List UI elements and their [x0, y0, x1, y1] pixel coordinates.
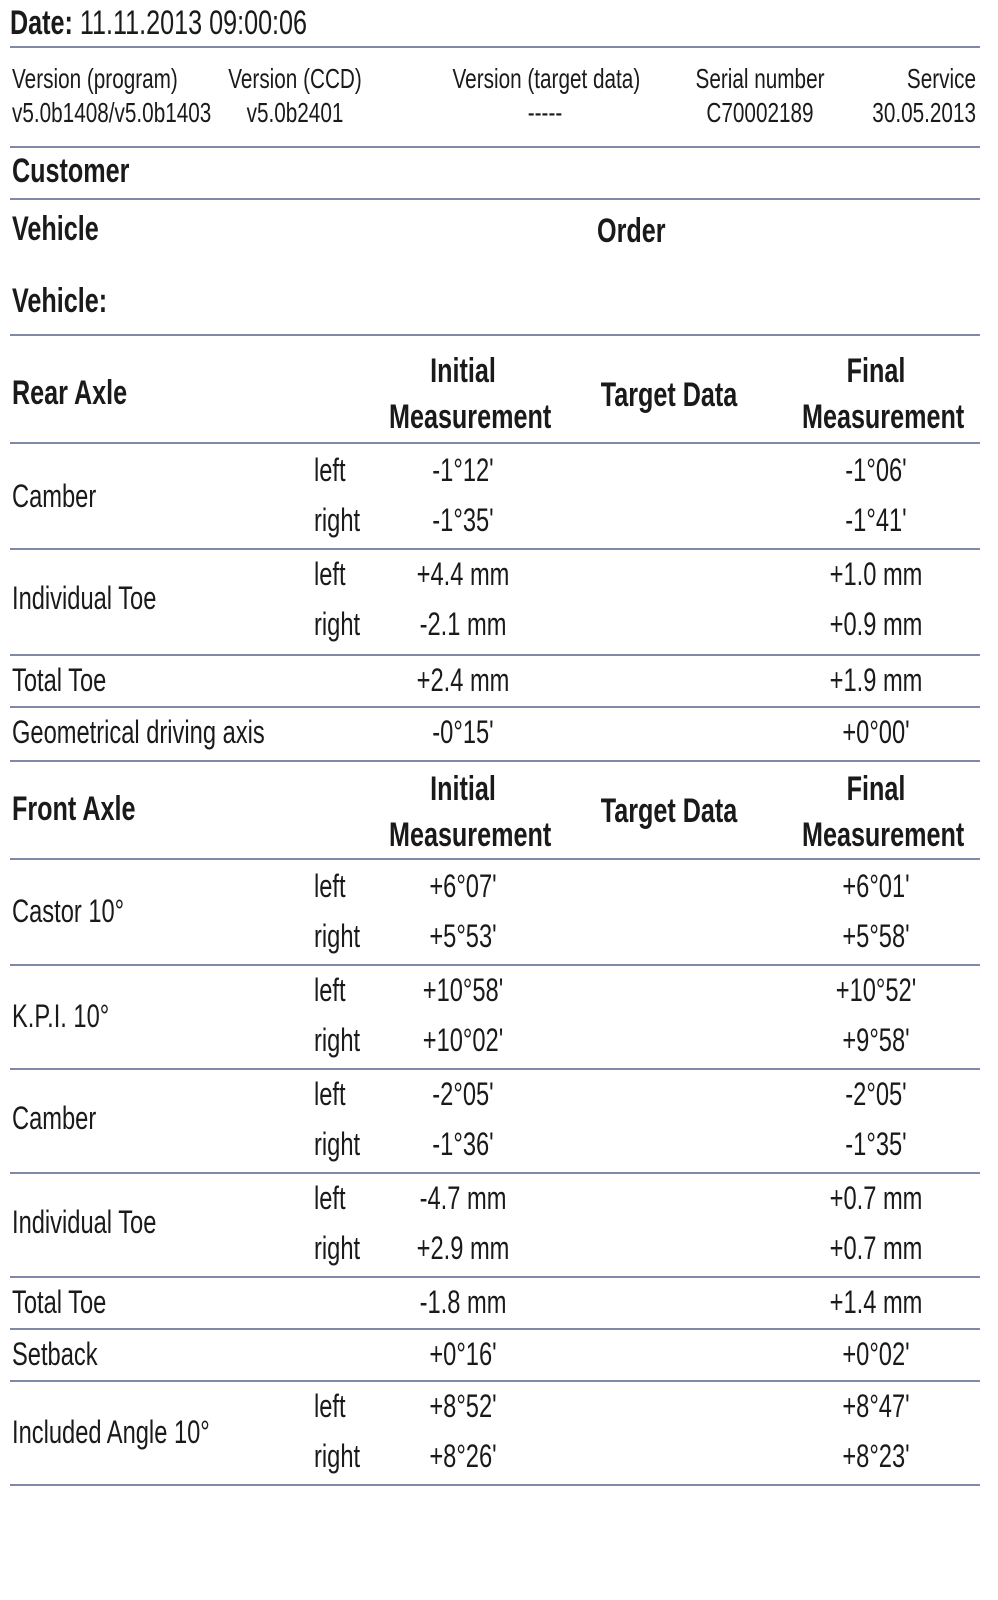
rear-toe-initial-left: [363, 556, 563, 593]
value-text: +10°52': [835, 972, 917, 1008]
value-text: +2.4 mm: [416, 662, 510, 698]
version-program-value: v5.0b1408/v5.0b1403: [12, 97, 212, 128]
side-right: right: [314, 1126, 361, 1162]
divider: [10, 334, 980, 336]
divider: [10, 548, 980, 550]
service-label: Service: [906, 63, 976, 94]
geo-axis-initial: [363, 714, 563, 751]
castor-initial-right: [363, 918, 563, 955]
castor-label: Castor 10°: [12, 893, 125, 929]
side-right: right: [314, 502, 361, 538]
value-text: -1.8 mm: [419, 1284, 507, 1320]
castor-final-right: [776, 918, 976, 955]
included-angle-initial-right: [363, 1438, 563, 1475]
initial-header-line2: Measurement: [389, 398, 552, 436]
value-text: +4.4 mm: [416, 556, 510, 592]
rear-camber-label: Camber: [12, 478, 97, 514]
setback-initial: [363, 1336, 563, 1373]
divider: [10, 706, 980, 708]
side-left: left: [314, 452, 346, 488]
initial-header-line1: Initial: [430, 770, 496, 808]
divider: [10, 1172, 980, 1174]
included-angle-final-left: [776, 1388, 976, 1425]
front-axle-title: Front Axle: [12, 790, 136, 828]
rear-toe-final-right: [776, 606, 976, 643]
side-right: right: [314, 606, 361, 642]
value-text: -1°06': [845, 452, 907, 488]
version-ccd-value: v5.0b2401: [246, 97, 344, 128]
service-value: 30.05.2013: [872, 97, 976, 128]
side-right: right: [314, 1438, 361, 1474]
value-text: +5°53': [429, 918, 497, 954]
order-heading: Order: [597, 212, 666, 250]
kpi-final-right: [776, 1022, 976, 1059]
version-target-label: Version (target data): [452, 63, 641, 94]
divider: [10, 1484, 980, 1486]
final-header-line1: Final: [846, 352, 906, 390]
front-camber-final-right: [776, 1126, 976, 1163]
rear-total-toe-initial: [363, 662, 563, 699]
version-target-value: -----: [527, 97, 563, 128]
value-text: +8°23': [842, 1438, 910, 1474]
setback-final: [776, 1336, 976, 1373]
value-text: -1°35': [432, 502, 494, 538]
divider: [10, 964, 980, 966]
value-text: +1.4 mm: [829, 1284, 923, 1320]
rear-camber-final-left: [776, 452, 976, 489]
value-text: +1.0 mm: [829, 556, 923, 592]
rear-camber-initial-right: [363, 502, 563, 539]
value-text: -2°05': [845, 1076, 907, 1112]
front-camber-initial-right: [363, 1126, 563, 1163]
rear-initial-header: [363, 348, 563, 440]
rear-toe-initial-right: [363, 606, 563, 643]
side-left: left: [314, 1180, 346, 1216]
value-text: -2°05': [432, 1076, 494, 1112]
divider: [10, 858, 980, 860]
final-header-line2: Measurement: [802, 398, 965, 436]
side-left: left: [314, 868, 346, 904]
target-header-text: Target Data: [600, 792, 738, 830]
value-text: -1°12': [432, 452, 494, 488]
version-program: [12, 62, 211, 130]
target-header-text: Target Data: [600, 376, 738, 414]
rear-camber-final-right: [776, 502, 976, 539]
final-header-line1: Final: [846, 770, 906, 808]
value-text: -4.7 mm: [419, 1180, 507, 1216]
side-left: left: [314, 1388, 346, 1424]
front-final-header: [776, 766, 976, 858]
castor-initial-left: [363, 868, 563, 905]
side-left: left: [314, 972, 346, 1008]
final-header-line2: Measurement: [802, 816, 965, 854]
value-text: +8°26': [429, 1438, 497, 1474]
value-text: +8°47': [842, 1388, 910, 1424]
rear-camber-initial-left: [363, 452, 563, 489]
service-date: [780, 62, 976, 130]
rear-individual-toe-label: Individual Toe: [12, 580, 157, 616]
vehicle-colon-heading: Vehicle:: [12, 282, 108, 320]
value-text: -0°15': [432, 714, 494, 750]
front-initial-header: [363, 766, 563, 858]
front-camber-label: Camber: [12, 1100, 97, 1136]
report-date: [10, 4, 307, 43]
front-toe-final-left: [776, 1180, 976, 1217]
version-program-label: Version (program): [12, 63, 178, 94]
value-text: +5°58': [842, 918, 910, 954]
version-ccd-label: Version (CCD): [228, 63, 362, 94]
kpi-final-left: [776, 972, 976, 1009]
rear-total-toe-final: [776, 662, 976, 699]
value-text: +0.7 mm: [829, 1230, 923, 1266]
rear-final-header: [776, 348, 976, 440]
value-text: +2.9 mm: [416, 1230, 510, 1266]
value-text: +0.7 mm: [829, 1180, 923, 1216]
front-individual-toe-label: Individual Toe: [12, 1204, 157, 1240]
value-text: -2.1 mm: [419, 606, 507, 642]
front-toe-initial-left: [363, 1180, 563, 1217]
divider: [10, 1276, 980, 1278]
value-text: -1°35': [845, 1126, 907, 1162]
value-text: +0°02': [842, 1336, 910, 1372]
date-value: 11.11.2013 09:00:06: [79, 4, 308, 42]
side-right: right: [314, 918, 361, 954]
version-ccd: [195, 62, 395, 130]
front-target-header: [569, 792, 769, 831]
included-angle-initial-left: [363, 1388, 563, 1425]
date-label: Date:: [10, 4, 73, 42]
front-total-toe-final: [776, 1284, 976, 1321]
value-text: +6°07': [429, 868, 497, 904]
value-text: +0°00': [842, 714, 910, 750]
serial-number-label: Serial number: [695, 63, 825, 94]
kpi-initial-left: [363, 972, 563, 1009]
rear-axle-title: Rear Axle: [12, 374, 128, 412]
divider: [10, 654, 980, 656]
divider: [10, 442, 980, 444]
divider: [10, 760, 980, 762]
version-target-data: [420, 62, 670, 130]
value-text: +0.9 mm: [829, 606, 923, 642]
rear-toe-final-left: [776, 556, 976, 593]
setback-label: Setback: [12, 1336, 98, 1372]
value-text: +6°01': [842, 868, 910, 904]
divider: [10, 1068, 980, 1070]
castor-final-left: [776, 868, 976, 905]
value-text: +8°52': [429, 1388, 497, 1424]
geo-driving-axis-label: Geometrical driving axis: [12, 714, 265, 750]
rear-total-toe-label: Total Toe: [12, 662, 107, 698]
divider: [10, 146, 980, 148]
serial-number-value: C70002189: [706, 97, 814, 128]
value-text: +10°02': [422, 1022, 504, 1058]
divider: [10, 1328, 980, 1330]
front-toe-initial-right: [363, 1230, 563, 1267]
initial-header-line2: Measurement: [389, 816, 552, 854]
vehicle-heading: Vehicle: [12, 210, 99, 248]
value-text: +1.9 mm: [829, 662, 923, 698]
side-right: right: [314, 1230, 361, 1266]
front-total-toe-initial: [363, 1284, 563, 1321]
front-toe-final-right: [776, 1230, 976, 1267]
kpi-initial-right: [363, 1022, 563, 1059]
front-total-toe-label: Total Toe: [12, 1284, 107, 1320]
customer-heading: Customer: [12, 152, 130, 190]
value-text: -1°41': [845, 502, 907, 538]
side-right: right: [314, 1022, 361, 1058]
divider: [10, 198, 980, 200]
included-angle-final-right: [776, 1438, 976, 1475]
geo-axis-final: [776, 714, 976, 751]
value-text: +10°58': [422, 972, 504, 1008]
value-text: +0°16': [429, 1336, 497, 1372]
kpi-label: K.P.I. 10°: [12, 998, 110, 1034]
front-camber-final-left: [776, 1076, 976, 1113]
side-left: left: [314, 556, 346, 592]
value-text: +9°58': [842, 1022, 910, 1058]
initial-header-line1: Initial: [430, 352, 496, 390]
value-text: -1°36': [432, 1126, 494, 1162]
included-angle-label: Included Angle 10°: [12, 1414, 210, 1450]
rear-target-header: [569, 376, 769, 415]
side-left: left: [314, 1076, 346, 1112]
divider: [10, 1380, 980, 1382]
front-camber-initial-left: [363, 1076, 563, 1113]
divider: [10, 46, 980, 48]
